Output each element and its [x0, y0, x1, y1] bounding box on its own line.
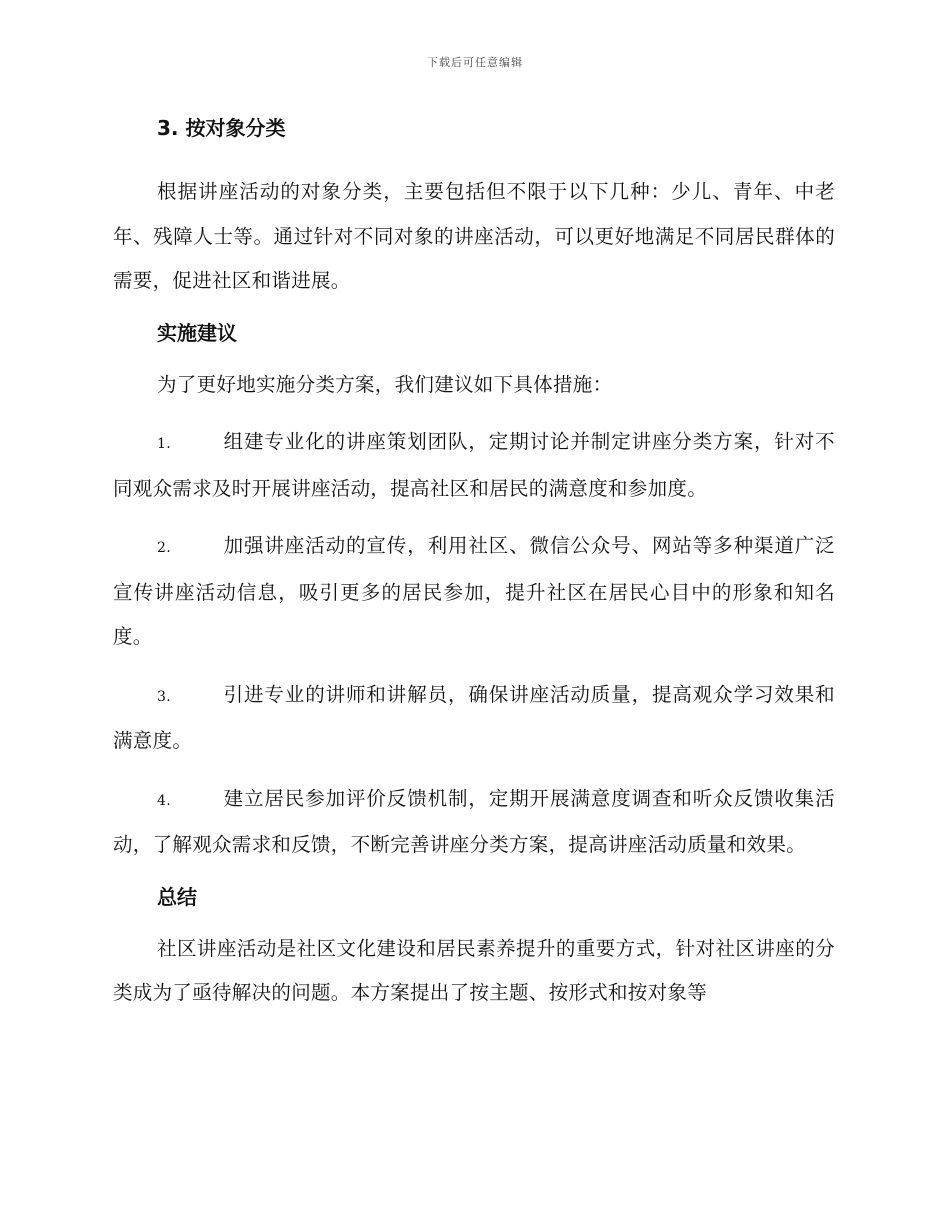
list-item-text: 引进专业的讲师和讲解员，确保讲座活动质量，提高观众学习效果和满意度。	[113, 682, 835, 752]
list-item-4	[113, 777, 835, 868]
list-number: 3.	[157, 688, 171, 705]
section-heading-summary: 总结	[157, 884, 197, 909]
paragraph-suggestions-intro: 为了更好地实施分类方案，我们建议如下具体措施：	[157, 372, 613, 396]
list-item-text: 组建专业化的讲座策划团队，定期讨论并制定讲座分类方案，针对不同观众需求及时开展讲座活动，提高社区和居民的满意度和参加度。	[113, 430, 835, 500]
list-item-text: 建立居民参加评价反馈机制，定期开展满意度调查和听众反馈收集活动，了解观众需求和反馈，不断完善讲座分类方案，提高讲座活动质量和效果。	[113, 786, 835, 856]
list-number: 2.	[157, 540, 171, 556]
header-note: 下载后可任意编辑	[427, 56, 523, 69]
list-item-1	[113, 420, 835, 511]
section-heading-suggestions: 实施建议	[157, 320, 237, 345]
paragraph-summary: 社区讲座活动是社区文化建设和居民素养提升的重要方式，针对社区讲座的分类成为了亟待解决的问题。本方案提出了按主题、按形式和按对象等	[113, 936, 835, 1004]
list-number: 1.	[157, 436, 171, 452]
list-item-3	[113, 673, 835, 764]
list-item-2	[113, 524, 835, 660]
list-item-text: 加强讲座活动的宣传，利用社区、微信公众号、网站等多种渠道广泛宣传讲座活动信息，吸引更多的居民参加，提升社区在居民心目中的形象和知名度。	[113, 534, 835, 648]
paragraph-by-audience: 根据讲座活动的对象分类，主要包括但不限于以下几种：少儿、青年、中老年、残障人士等。通过针对不同对象的讲座活动，可以更好地满足不同居民群体的需要，促进社区和谐进展。	[113, 180, 835, 292]
section-heading-by-audience: 3. 按对象分类	[157, 116, 286, 140]
list-number: 4.	[157, 792, 171, 809]
document-body	[113, 112, 835, 1016]
